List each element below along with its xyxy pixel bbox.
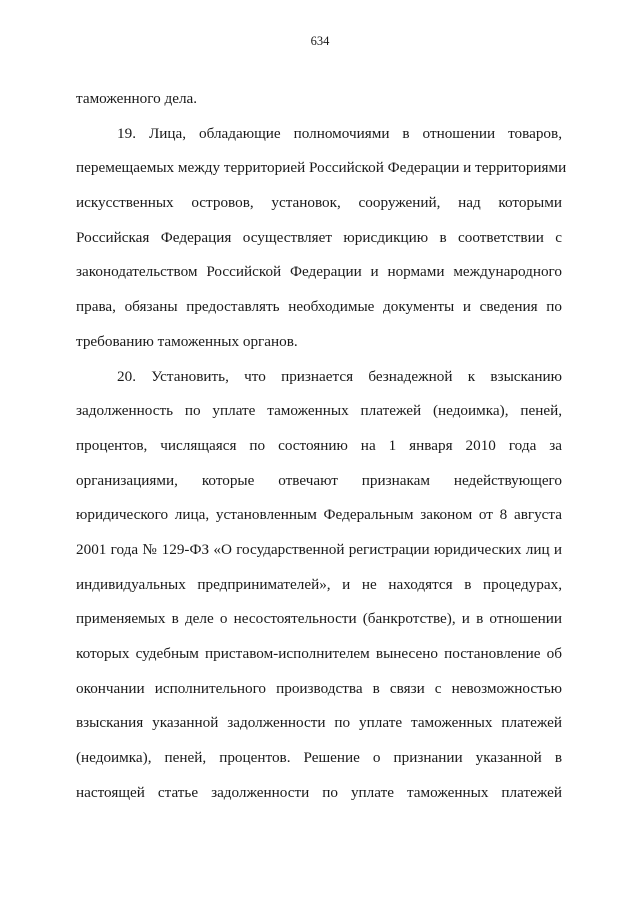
text-line: таможенного дела.	[76, 90, 198, 107]
body-text	[76, 85, 567, 813]
paragraph-19-line: законодательством Российской Федерации и нормами международного	[76, 263, 562, 281]
paragraph-20-line: взыскания указанной задолженности по уплате таможенных платежей	[76, 714, 562, 732]
paragraph-19-line: 19. Лица, обладающие полномочиями в отношении товаров,	[117, 124, 562, 142]
paragraph-19-line: Российская Федерация осуществляет юрисдикцию в соответствии с	[76, 228, 562, 246]
paragraph-20-line: организациями, которые отвечают признакам недействующего	[76, 471, 562, 489]
paragraph-20-line: (недоимка), пеней, процентов. Решение о признании указанной в	[76, 749, 562, 767]
paragraph-19-line: требованию таможенных органов.	[76, 332, 298, 350]
paragraph-20-line: задолженность по уплате таможенных платежей (недоимка), пеней,	[76, 402, 562, 420]
paragraph-20-line: настоящей статье задолженности по уплате таможенных платежей	[76, 783, 562, 801]
paragraph-20-line: 2001 года № 129-ФЗ «О государственной регистрации юридических лиц и	[76, 540, 562, 558]
page-number: 634	[310, 34, 330, 48]
paragraph-20-line: юридического лица, установленным Федеральным законом от 8 августа	[76, 506, 562, 524]
paragraph-20-line: применяемых в деле о несостоятельности (банкротстве), и в отношении	[76, 610, 562, 628]
paragraph-19-line: права, обязаны предоставлять необходимые документы и сведения по	[76, 298, 562, 316]
paragraph-19-line: искусственных островов, установок, сооружений, над которыми	[76, 194, 562, 212]
paragraph-20-line: окончании исполнительного производства в связи с невозможностью	[76, 679, 562, 697]
paragraph-20-line: которых судебным приставом-исполнителем вынесено постановление об	[76, 645, 562, 662]
paragraph-20-line: индивидуальных предпринимателей», и не находятся в процедурах,	[76, 575, 562, 593]
paragraph-19-line: перемещаемых между территорией Российской Федерации и территориями	[76, 159, 567, 177]
paragraph-20-line: 20. Установить, что признается безнадежной к взысканию	[117, 367, 562, 385]
paragraph-20-line: процентов, числящаяся по состоянию на 1 января 2010 года за	[76, 436, 562, 454]
